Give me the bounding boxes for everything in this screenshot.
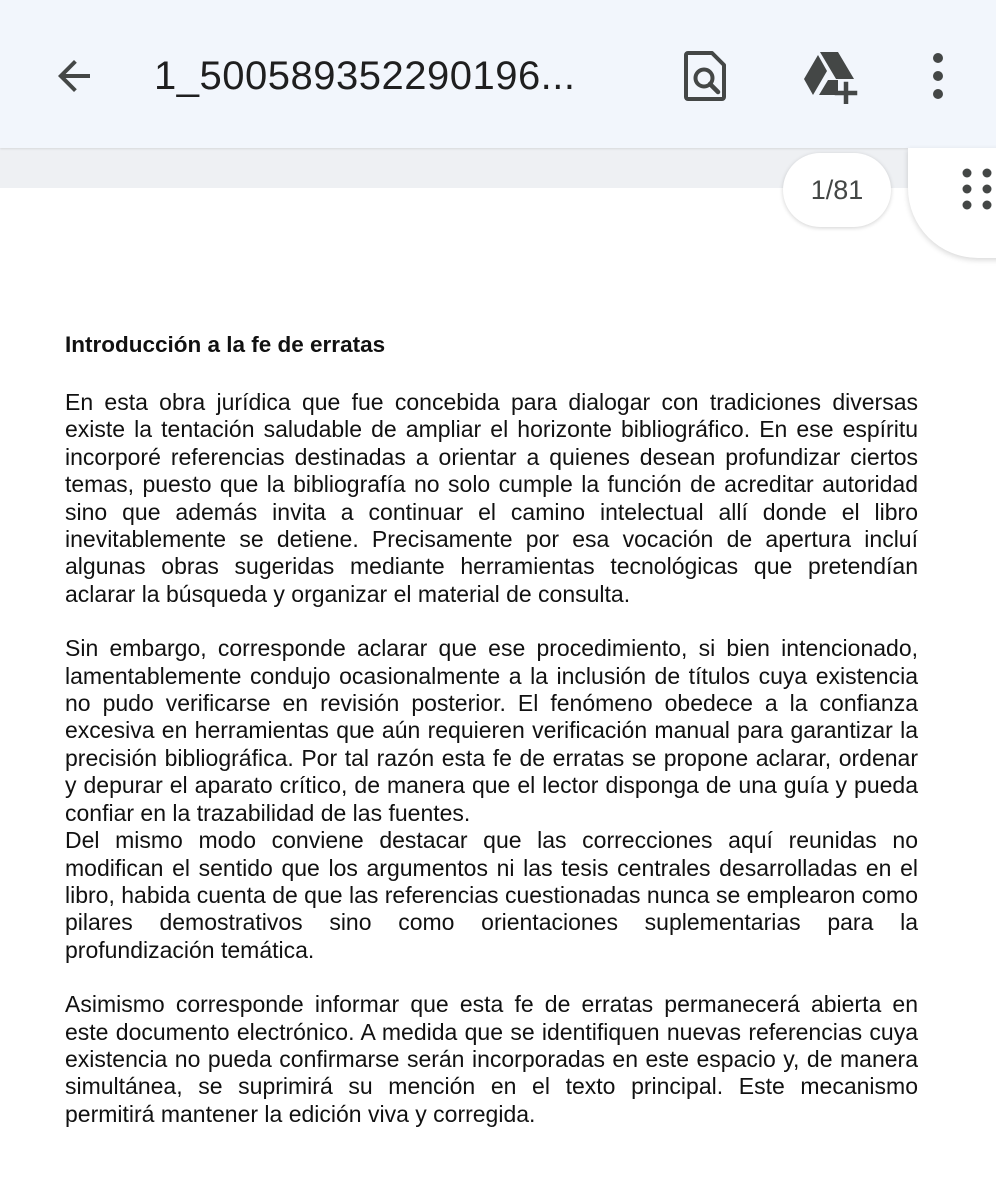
more-options-button[interactable]: [908, 46, 968, 106]
app-bar: [0, 0, 996, 148]
document-content: [65, 330, 918, 1128]
section-heading: Introducción a la fe de erratas: [65, 332, 386, 357]
back-button[interactable]: [44, 46, 104, 106]
back-arrow-icon: [50, 52, 98, 100]
more-vert-icon: [928, 52, 948, 100]
search-document-icon: [682, 49, 730, 103]
add-to-drive-icon: [800, 48, 860, 104]
paragraph-4: Asimismo corresponde informar que esta fe de erratas permanecerá abierta en este documento electrónico. A medida que se identifiquen nuevas referencias cuya existencia no pueda confirmarse serán incorporadas en este espacio y, de manera simultánea, se suprimirá su mención en el texto principal. Este mecanismo permitirá mantener la edición viva y corregida.: [65, 991, 918, 1127]
page-indicator[interactable]: 1/81: [783, 153, 891, 227]
search-in-document-button[interactable]: [676, 46, 736, 106]
document-title: 1_500589352290196...: [154, 54, 576, 98]
paragraph-1: En esta obra jurídica que fue concebida para dialogar con tradiciones diversas existe la tentación saludable de ampliar el horizonte bibliográfico. En ese espíritu incorporé referencias destinadas a orientar a quienes desean profundizar ciertos temas, puesto que la bibliografía no solo cumple la función de acreditar autoridad sino que además invita a continuar el camino intelectual allí donde el libro inevitablemente se detiene. Precisamente por esa vocación de apertura incluí algunas obras sugeridas mediante herramientas tecnológicas que pretendían aclarar la búsqueda y organizar el material de consulta.: [65, 389, 918, 607]
add-to-drive-button[interactable]: [800, 46, 860, 106]
grid-dots-icon: [962, 168, 992, 212]
paragraph-3: Del mismo modo conviene destacar que las correcciones aquí reunidas no modifican el sentido que los argumentos ni las tesis centrales desarrolladas en el libro, habida cuenta de que las referencias cuestionadas nunca se emplearon como pilares demostrativos sino como orientaciones suplementarias para la profundización temática.: [65, 827, 918, 963]
paragraph-2: Sin embargo, corresponde aclarar que ese procedimiento, si bien intencionado, lamentablemente condujo ocasionalmente a la inclusión de títulos cuya existencia no pudo verificarse en revisión posterior. El fenómeno obedece a la confianza excesiva en herramientas que aún requieren verificación manual para garantizar la precisión bibliográfica. Por tal razón esta fe de erratas se propone aclarar, ordenar y depurar el aparato crítico, de manera que el lector disponga de una guía y pueda confiar en la trazabilidad de las fuentes.: [65, 635, 918, 826]
